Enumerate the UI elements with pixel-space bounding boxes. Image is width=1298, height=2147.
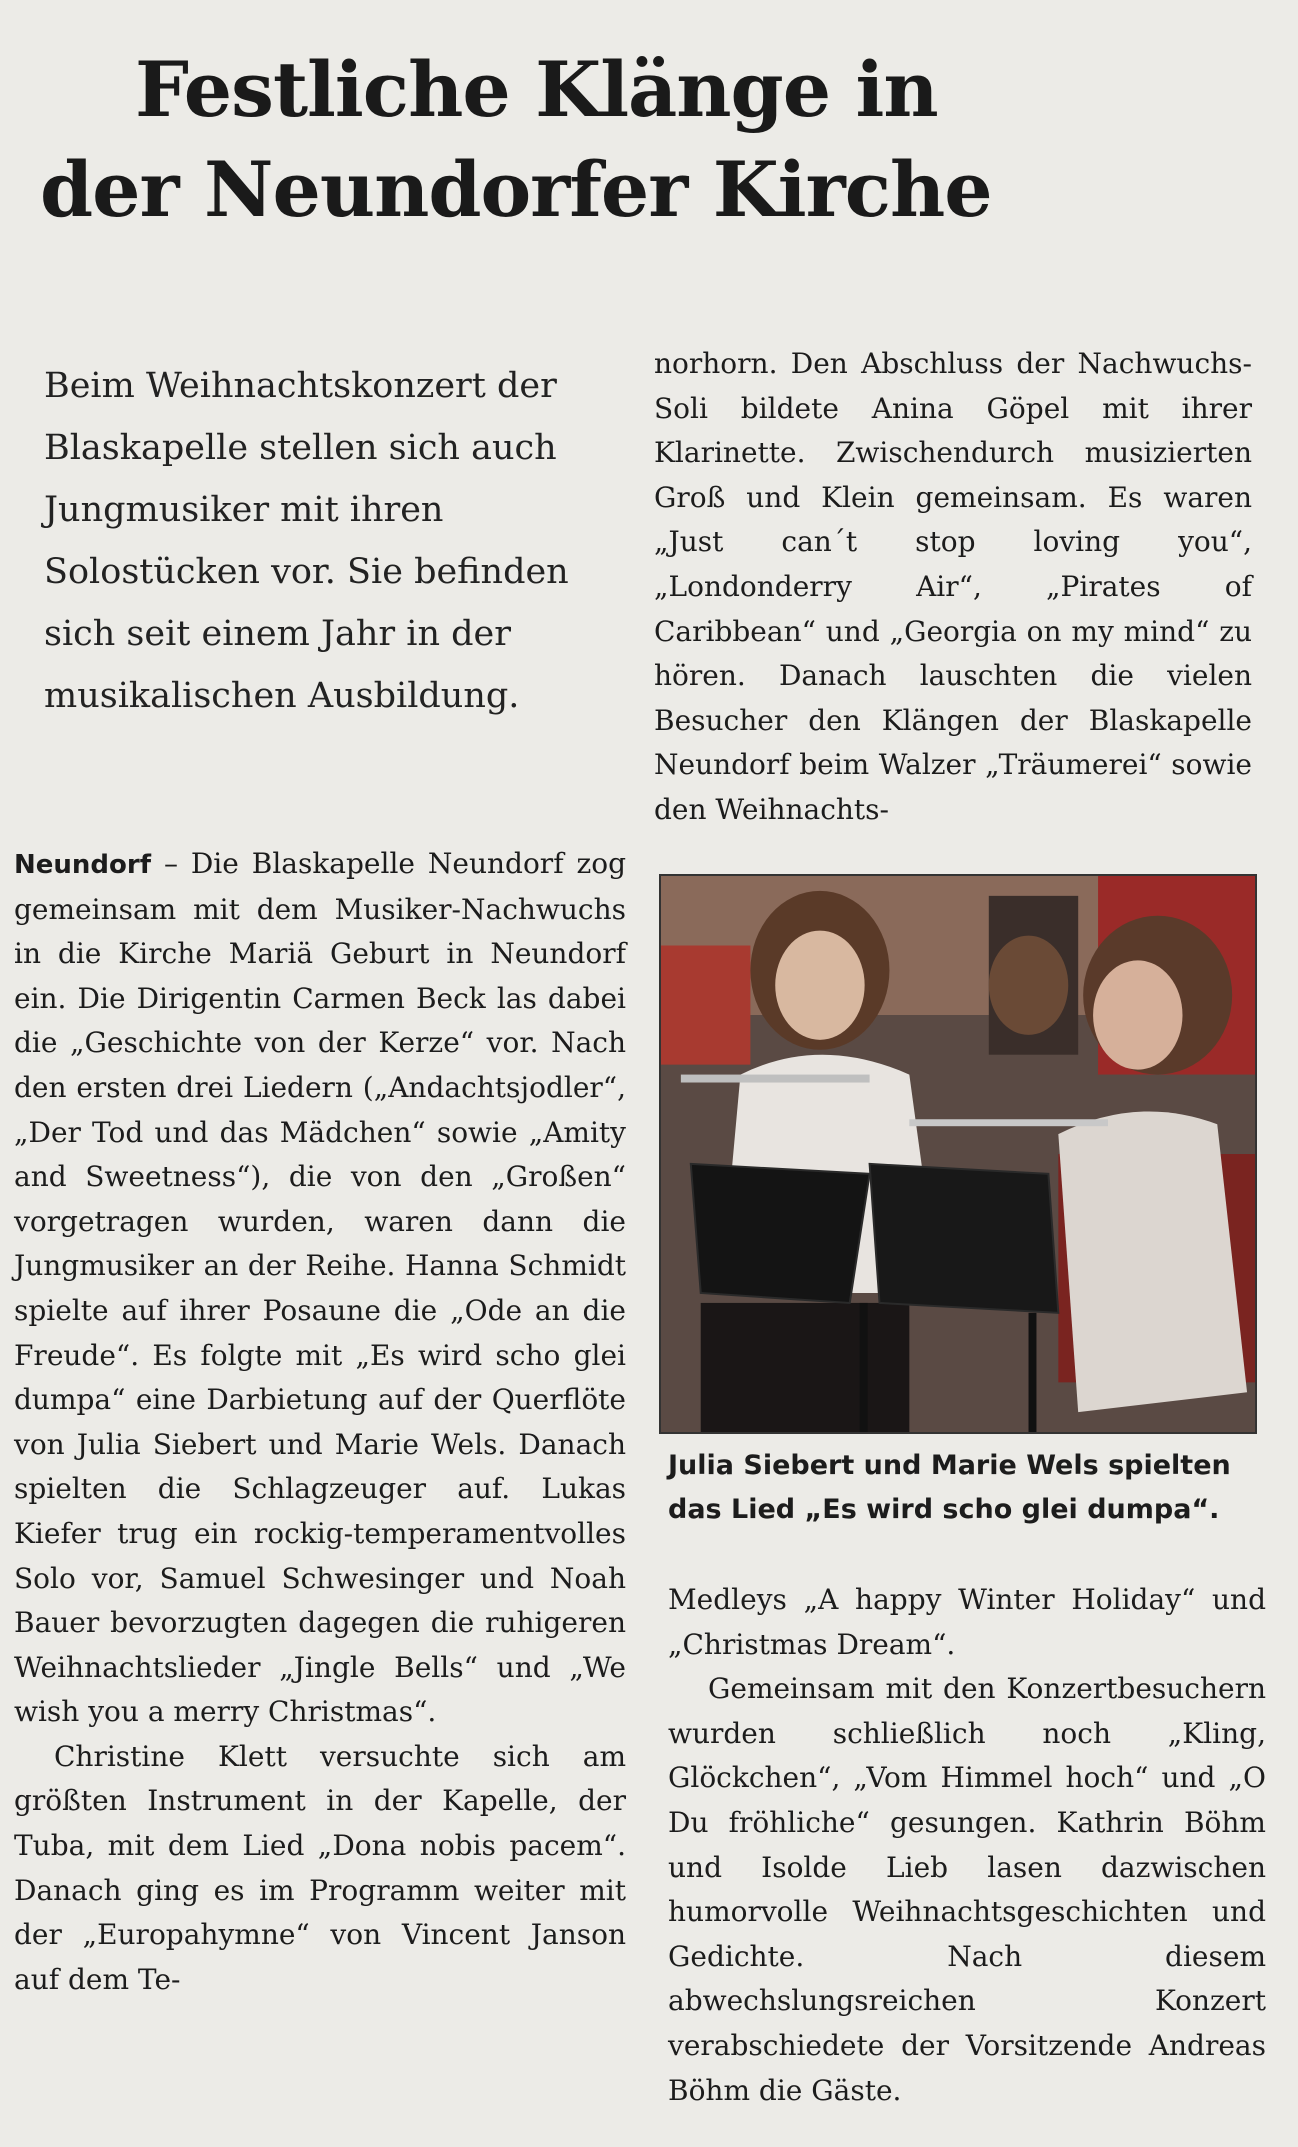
photo-caption: Julia Siebert und Marie Wels spielten das Lied „Es wird scho glei dumpa“.: [668, 1450, 1231, 1525]
headline-line-2: der Neundorfer Kirche: [40, 145, 992, 234]
body-paragraph: [14, 842, 626, 1735]
body-paragraph: Medleys „A happy Winter Holiday“ und „Christmas Dream“.: [668, 1583, 1266, 1661]
concert-photo: [659, 874, 1257, 1434]
body-text: – Die Blaskapelle Neundorf zog gemeinsam mit dem Musiker-Nachwuchs in die Kirche Mariä Geburt in Neundorf ein. Die Dirigentin Carmen Beck las dabei die „Geschichte von der Kerze“ vor. Nach den ersten drei Liedern („Andachtsjodler“, „Der Tod und das Mädchen“ sowie „Amity and Sweetness“), die von den „Großen“ vorgetragen wurden, waren dann die Jungmusiker an der Reihe. Hanna Schmidt spielte auf ihrer Posaune die „Ode an die Freude“. Es folgte mit „Es wird scho glei dumpa“ eine Darbietung auf der Querflöte von Julia Siebert und Marie Wels. Danach spielten die Schlagzeuger auf. Lukas Kiefer trug ein rockig-temperamentvolles Solo vor, Samuel Schwesinger und Noah Bauer bevorzugten dagegen die ruhigeren Weihnachtslieder „Jingle Bells“ und „We wish you a merry Christmas“.: [14, 847, 626, 1729]
dateline: Neundorf: [14, 850, 152, 880]
body-column-right-bottom: [668, 1578, 1266, 2113]
body-column-left: [14, 842, 626, 2002]
body-paragraph: norhorn. Den Abschluss der Nachwuchs-Soli bildete Anina Göpel mit ihrer Klarinette. Zwischendurch musizierten Groß und Klein gemeinsam. Es waren „Just can´t stop loving you“, „Londonderry Air“, „Pirates of Caribbean“ und „Georgia on my mind“ zu hören. Danach lauschten die vielen Besucher den Klängen der Blaskapelle Neundorf beim Walzer „Träumerei“ sowie den Weihnachts-: [654, 347, 1252, 826]
headline: [40, 40, 1270, 240]
headline-line-1: Festliche Klänge in: [135, 45, 938, 134]
concert-photo-image: [661, 876, 1255, 1432]
body-paragraph: Gemeinsam mit den Konzertbesuchern wurden schließlich noch „Kling, Glöckchen“, „Vom Himmel hoch“ und „O Du fröhliche“ gesungen. Kathrin Böhm und Isolde Lieb lasen dazwischen humorvolle Weihnachtsgeschichten und Gedichte. Nach diesem abwechslungsreichen Konzert verabschiedete der Vorsitzende Andreas Böhm die Gäste.: [668, 1672, 1266, 2107]
lead-paragraph: Beim Weihnachtskonzert der Blaskapelle stellen sich auch Jungmusiker mit ihren Solostücken vor. Sie befinden sich seit einem Jahr in der musikalischen Ausbildung.: [44, 366, 569, 716]
body-column-right-top: [654, 342, 1252, 833]
body-paragraph: Christine Klett versuchte sich am größten Instrument in der Kapelle, der Tuba, mit dem Lied „Dona nobis pacem“. Danach ging es im Programm weiter mit der „Europahymne“ von Vincent Janson auf dem Te-: [14, 1739, 626, 1996]
